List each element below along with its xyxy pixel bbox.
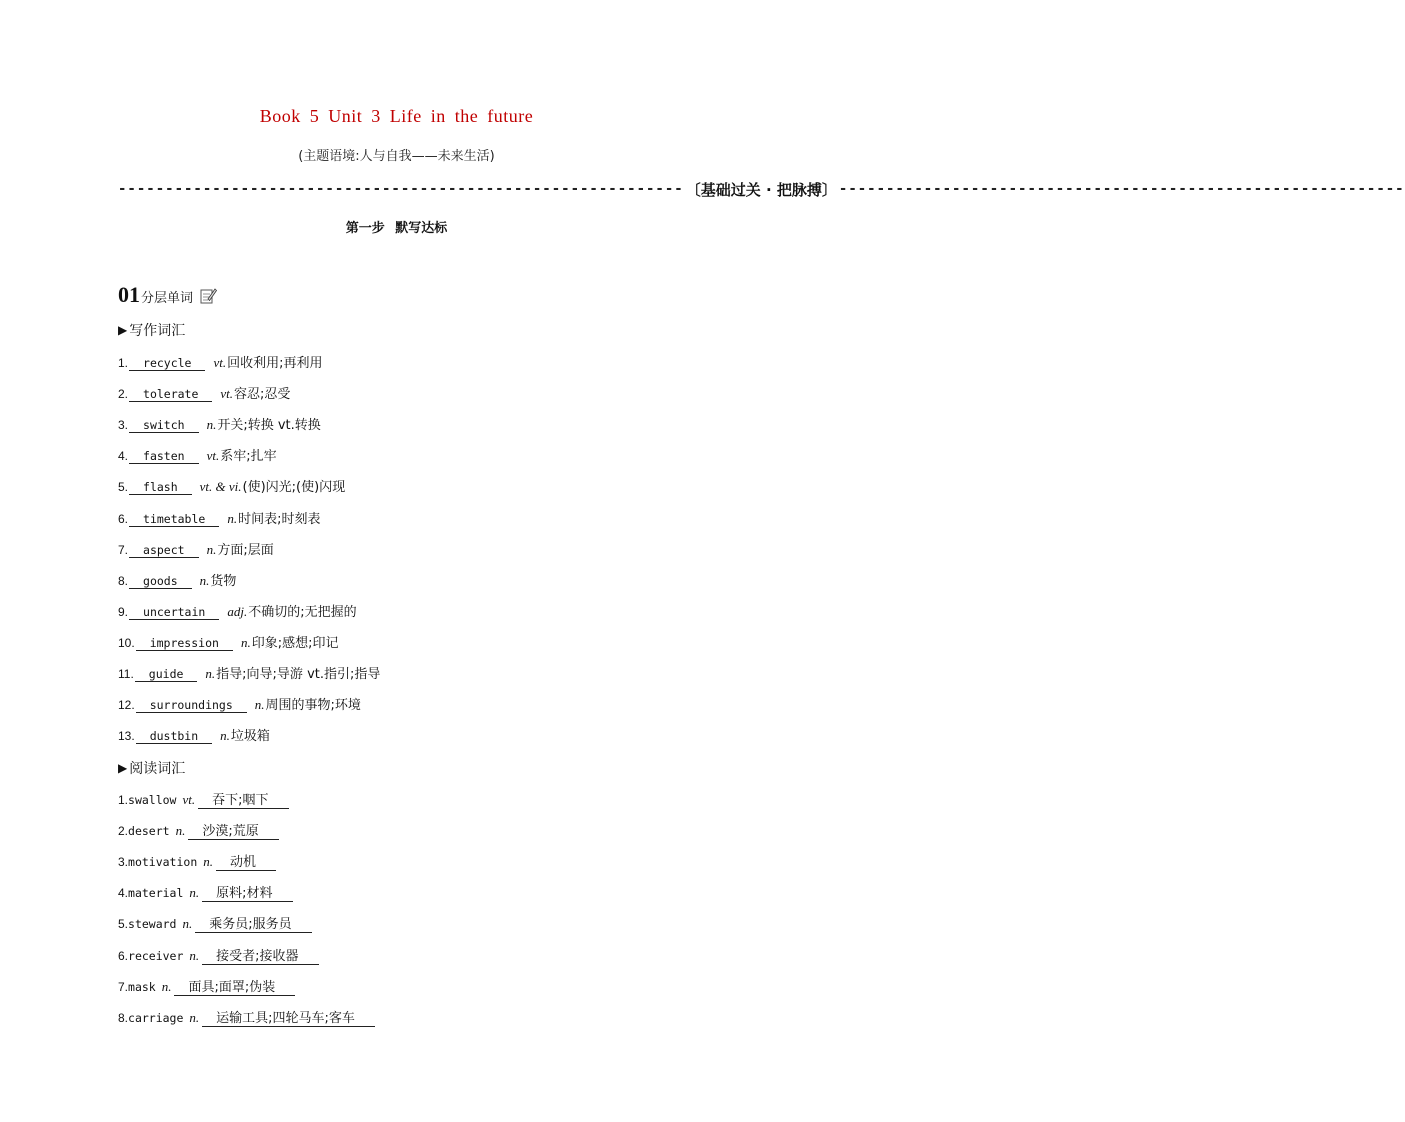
part-of-speech: vt.	[206, 448, 220, 464]
meaning: 货物	[210, 573, 237, 589]
part-of-speech: adj.	[227, 603, 248, 619]
writing-item	[118, 352, 323, 372]
vocab-word: swallow	[128, 793, 177, 807]
answer-blank: recycle	[129, 356, 205, 371]
item-number: 8.	[118, 573, 129, 588]
vocab-word: mask	[128, 979, 156, 994]
vocab-word: motivation	[128, 855, 198, 870]
writing-item	[118, 414, 321, 434]
part-of-speech: vt.	[220, 386, 234, 402]
item-number: 7.	[118, 979, 129, 994]
item-number: 10.	[118, 635, 135, 650]
writing-item	[118, 663, 380, 683]
meaning: 系牢;扎牢	[220, 449, 277, 465]
part-of-speech: n.	[189, 885, 200, 901]
triangle-icon: ▶	[118, 323, 128, 337]
part-of-speech: vt.	[182, 792, 196, 807]
part-of-speech: n.	[189, 947, 200, 963]
part-of-speech: n.	[203, 854, 214, 870]
part-of-speech: n.	[206, 541, 217, 557]
part-of-speech: n.	[175, 823, 186, 839]
meaning: (使)闪光;(使)闪现	[242, 480, 346, 496]
writing-item	[118, 601, 357, 621]
item-number: 3.	[118, 418, 129, 433]
item-number: 2.	[118, 824, 129, 839]
meaning: 指导;向导;导游 vt.指引;指导	[216, 667, 381, 682]
answer-blank: surroundings	[136, 698, 247, 713]
answer-blank: timetable	[129, 512, 219, 527]
writing-item	[118, 476, 345, 496]
item-number: 12.	[118, 698, 135, 713]
answer-blank: 接受者;接收器	[202, 945, 318, 965]
section-number: 01	[118, 282, 140, 307]
part-of-speech: n.	[205, 666, 216, 681]
part-of-speech: n.	[240, 634, 251, 650]
page-title: Book 5 Unit 3 Life in the future	[259, 106, 534, 126]
meaning: 回收利用;再利用	[227, 356, 323, 371]
part-of-speech: n.	[227, 510, 238, 526]
answer-blank: 乘务员;服务员	[195, 913, 311, 933]
meaning: 周围的事物;环境	[265, 698, 361, 714]
meaning: 不确切的;无把握的	[248, 604, 357, 620]
writing-item	[118, 632, 338, 652]
meaning: 容忍;忍受	[234, 387, 291, 403]
item-number: 2.	[118, 387, 129, 402]
writing-item	[118, 570, 236, 590]
section-label: 分层单词	[141, 291, 194, 306]
answer-blank: switch	[129, 418, 199, 433]
part-of-speech: vt.	[213, 355, 227, 370]
item-number: 3.	[118, 855, 129, 870]
reading-item	[118, 945, 319, 965]
part-of-speech: n.	[220, 728, 230, 744]
answer-blank: 沙漠;荒原	[188, 820, 278, 840]
answer-blank: goods	[129, 574, 192, 589]
answer-blank: fasten	[129, 449, 199, 464]
triangle-icon: ▶	[118, 761, 128, 775]
item-number: 5.	[118, 917, 129, 932]
reading-item	[118, 1007, 375, 1027]
answer-blank: 面具;面罩;伪装	[174, 976, 295, 996]
answer-blank: aspect	[129, 543, 199, 558]
meaning: 垃圾箱	[230, 729, 270, 745]
reading-item	[118, 851, 276, 871]
writing-item	[118, 694, 361, 714]
meaning: 方面;层面	[217, 542, 274, 558]
answer-blank: tolerate	[129, 387, 212, 402]
writing-item	[118, 445, 277, 465]
vocab-word: steward	[128, 917, 177, 932]
writing-item	[118, 539, 274, 559]
divider-left: ------------------------------------------------------------	[118, 181, 684, 197]
section-heading	[118, 282, 217, 308]
item-number: 4.	[118, 886, 129, 901]
item-number: 5.	[118, 480, 129, 495]
part-of-speech: n.	[199, 572, 210, 588]
answer-blank: 吞下;咽下	[198, 789, 288, 809]
item-number: 1.	[118, 793, 129, 807]
vocab-word: receiver	[128, 948, 184, 963]
part-of-speech: n.	[161, 978, 172, 994]
reading-vocab-label: 阅读词汇	[129, 761, 186, 777]
reading-item	[118, 820, 279, 840]
answer-blank: guide	[135, 667, 198, 682]
item-number: 6.	[118, 948, 129, 963]
writing-vocab-label: 写作词汇	[129, 323, 186, 339]
reading-item	[118, 976, 295, 996]
reading-item	[118, 913, 312, 933]
meaning: 开关;转换 vt.转换	[217, 418, 321, 434]
answer-blank: uncertain	[129, 605, 219, 620]
part-of-speech: n.	[254, 697, 265, 713]
part-of-speech: n.	[206, 417, 217, 433]
part-of-speech: n.	[189, 1009, 200, 1025]
answer-blank: impression	[136, 636, 233, 651]
meaning: 印象;感想;印记	[251, 635, 339, 651]
item-number: 11.	[118, 667, 134, 681]
writing-vocab-heading	[118, 320, 185, 340]
banner-title: 〔基础过关 · 把脉搏〕	[685, 180, 837, 199]
item-number: 9.	[118, 604, 129, 619]
item-number: 8.	[118, 1010, 129, 1025]
step-label: 第一步 默写达标	[345, 221, 448, 236]
answer-blank: 原料;材料	[202, 882, 292, 902]
writing-item	[118, 725, 270, 745]
item-number: 4.	[118, 449, 129, 464]
meaning: 时间表;时刻表	[238, 511, 321, 527]
answer-blank: flash	[129, 480, 192, 495]
answer-blank: dustbin	[136, 729, 212, 744]
item-number: 13.	[118, 729, 135, 744]
section-banner	[118, 176, 1405, 202]
writing-item	[118, 383, 290, 403]
part-of-speech: vt. & vi.	[199, 479, 242, 495]
answer-blank: 动机	[216, 851, 276, 871]
item-number: 7.	[118, 542, 129, 557]
writing-item	[118, 508, 320, 528]
theme-context: (主题语境:人与自我——未来生活)	[298, 149, 495, 164]
pencil-note-icon	[199, 287, 217, 305]
reading-item	[118, 882, 293, 902]
item-number: 6.	[118, 511, 129, 526]
item-number: 1.	[118, 356, 129, 370]
vocab-word: desert	[128, 824, 170, 839]
answer-blank: 运输工具;四轮马车;客车	[202, 1007, 375, 1027]
divider-right: ------------------------------------------------------------	[838, 181, 1405, 197]
vocab-word: material	[128, 886, 184, 901]
reading-vocab-heading	[118, 758, 185, 778]
vocab-word: carriage	[128, 1010, 184, 1025]
part-of-speech: n.	[182, 916, 193, 932]
reading-item	[118, 789, 289, 809]
